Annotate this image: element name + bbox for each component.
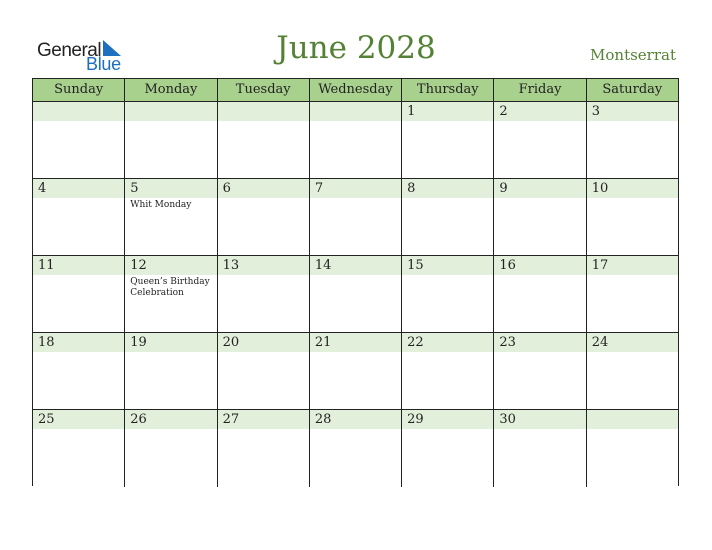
day-cell [310, 410, 402, 487]
day-number: 6 [222, 181, 231, 196]
day-number: 26 [130, 412, 147, 427]
day-number: 16 [499, 258, 516, 273]
day-number: 18 [38, 335, 55, 350]
holiday-label: Whit Monday [130, 200, 192, 210]
logo-text-blue: Blue [86, 54, 121, 74]
week-row [33, 410, 678, 487]
day-number: 1 [407, 104, 416, 119]
day-cell [587, 102, 678, 178]
day-number: 23 [499, 335, 516, 350]
week-row [33, 179, 678, 256]
country-name: Montserrat [590, 46, 676, 64]
day-cell [587, 333, 678, 409]
day-cell [402, 102, 494, 178]
day-cell [494, 410, 586, 487]
day-cell [218, 333, 310, 409]
day-cell [402, 256, 494, 332]
weekday-thursday: Thursday [402, 79, 494, 101]
day-cell [310, 179, 402, 255]
day-cell [494, 102, 586, 178]
day-cell [310, 102, 402, 178]
weekday-friday: Friday [494, 79, 586, 101]
day-cell [402, 333, 494, 409]
day-number: 12 [130, 258, 147, 273]
day-cell [33, 179, 125, 255]
day-cell [587, 256, 678, 332]
day-cell [33, 256, 125, 332]
day-number: 15 [407, 258, 424, 273]
day-number: 22 [407, 335, 424, 350]
day-cell [33, 102, 125, 178]
day-cell [494, 256, 586, 332]
holiday-label: Queen’s Birthday Celebration [130, 277, 210, 298]
weekday-monday: Monday [125, 79, 217, 101]
day-number: 20 [222, 335, 240, 350]
day-cell [218, 179, 310, 255]
day-cell [218, 102, 310, 178]
weeks-container [33, 102, 678, 487]
logo-text-general: General [37, 40, 102, 61]
day-number: 2 [499, 104, 508, 119]
day-number: 24 [591, 335, 609, 350]
weekday-saturday: Saturday [602, 82, 663, 97]
day-cell [125, 102, 217, 178]
day-cell [494, 333, 586, 409]
day-cell [218, 410, 310, 487]
day-cell [587, 410, 678, 487]
day-number: 10 [591, 181, 609, 196]
day-number: 11 [38, 258, 55, 273]
day-cell [218, 256, 310, 332]
day-number: 21 [314, 335, 332, 350]
day-cell [125, 256, 217, 332]
calendar-title: June 2028 [276, 30, 436, 66]
day-cell [125, 179, 217, 255]
day-cell [310, 256, 402, 332]
day-number: 30 [499, 412, 516, 427]
day-number: 3 [591, 104, 600, 119]
day-cell [125, 410, 217, 487]
calendar-grid [32, 78, 679, 486]
weekday-header [33, 79, 678, 102]
day-number: 25 [38, 412, 55, 427]
day-cell [402, 179, 494, 255]
day-number: 29 [407, 412, 424, 427]
weekday-tuesday: Tuesday [218, 79, 310, 101]
day-cell [494, 179, 586, 255]
day-number: 8 [407, 181, 416, 196]
day-cell [33, 333, 125, 409]
day-number: 4 [38, 181, 47, 196]
day-cell [402, 410, 494, 487]
day-number: 5 [130, 181, 139, 196]
day-number: 7 [314, 181, 324, 196]
day-number: 17 [591, 258, 609, 273]
weekday-sunday: Sunday [33, 79, 125, 101]
day-number: 13 [222, 258, 240, 273]
day-number: 19 [130, 335, 147, 350]
day-number: 28 [314, 412, 332, 427]
day-number: 14 [314, 258, 332, 273]
weekday-wednesday: Wednesday [310, 79, 402, 101]
day-cell [33, 410, 125, 487]
week-row [33, 256, 678, 333]
day-cell [125, 333, 217, 409]
day-cell [310, 333, 402, 409]
week-row [33, 333, 678, 410]
week-row [33, 102, 678, 179]
day-cell [587, 179, 678, 255]
day-number: 9 [499, 181, 508, 196]
day-number: 27 [222, 412, 240, 427]
